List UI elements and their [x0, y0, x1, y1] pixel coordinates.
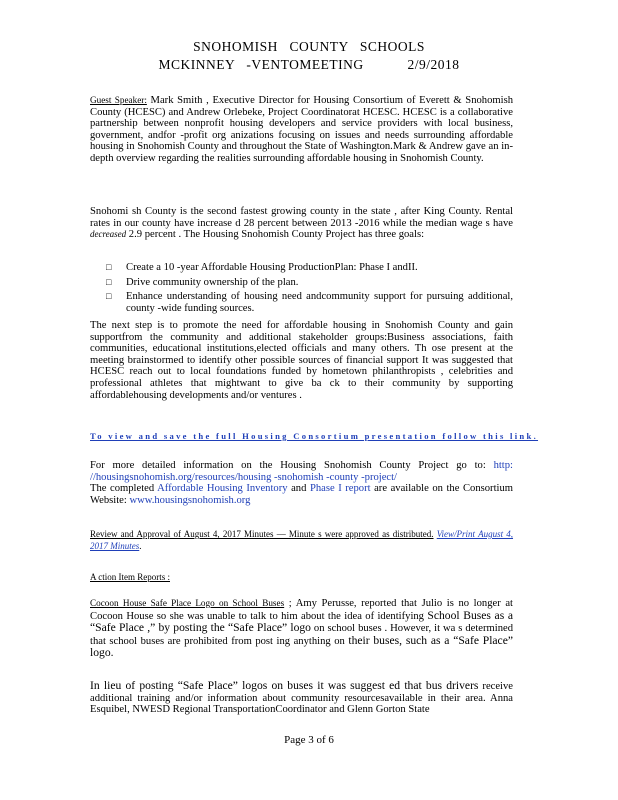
info-text-a: For more detailed information on the Housing Snohomish County Project go to: [90, 460, 494, 471]
goals-list [90, 262, 513, 314]
review-tail: . [139, 540, 142, 551]
goal-item [90, 262, 513, 274]
header-line-2 [0, 57, 618, 73]
meeting-date: 2/9/2018 [407, 57, 460, 72]
goal-item [90, 291, 513, 314]
cocoon-text-d: their buses, such as a “Safe Place” logo. [90, 633, 513, 660]
cocoon-label: Cocoon House Safe Place Logo on School Buses [90, 598, 285, 608]
county-text-a: Snohomi sh County is the second fastest growing county in the state , after King County. Rental rates in our county have increase d 28 percent between 2013 -2016 while the median wage s have [90, 206, 513, 229]
info-text-c: and [287, 483, 310, 495]
page-number: Page 3 of 6 [284, 734, 334, 746]
bullet-icon: □ [106, 276, 112, 287]
consortium-website-link[interactable]: www.housingsnohomish.org [129, 494, 251, 506]
cocoon-paragraph [90, 598, 513, 660]
cocoon-text-a: ; Amy Perusse, reported that Julio is no longer at Cocoon House so she was unable to talk to him about the idea of identifying [90, 598, 513, 622]
lieu-text-a: In lieu of posting “Safe Place” logos on buses it was suggest ed that bus drivers [90, 679, 479, 692]
bullet-icon: □ [106, 291, 112, 302]
goal-text: Drive community ownership of the plan. [126, 276, 299, 288]
view-print-minutes-link[interactable]: View/Print August 4, 2017 Minutes [90, 529, 514, 551]
bullet-icon: □ [106, 262, 112, 272]
info-paragraph [90, 460, 513, 506]
project-url-link[interactable]: http: //housingsnohomish.org/resources/housing -snohomish -county -project/ [90, 460, 513, 483]
lieu-paragraph [90, 680, 513, 716]
guest-speaker-label: Guest Speaker: [90, 95, 147, 105]
goal-item [90, 277, 513, 289]
action-items-heading [90, 572, 513, 584]
action-items-label: A ction Item Reports : [90, 572, 170, 582]
presentation-link[interactable]: To view and save the full Housing Consortium presentation follow this link. [90, 431, 539, 441]
goal-text: Create a 10 -year Affordable Housing ProductionPlan: Phase I andII. [126, 262, 418, 273]
lieu-text-b: receive additional training and/or information about community resourcesavailable in their area. Anna Esquibel, NWESD Regional TransportationCoordinator and Glenn Gorton State [90, 681, 513, 716]
decreased-word: decreased [90, 229, 127, 240]
review-text: Review and Approval of August 4, 2017 Minutes — Minute s were approved as distributed. [90, 529, 434, 539]
info-text-d: are available on the Consortium Website: [90, 483, 513, 506]
cocoon-text-c: on school buses . However, it wa s determined that school buses are prohibited from post ing anything on [90, 623, 513, 647]
district-title: SNOHOMISH COUNTY SCHOOLS [193, 39, 425, 54]
meeting-title: MCKINNEY -VENTOMEETING [158, 57, 364, 72]
info-text-b: The completed [90, 483, 158, 495]
county-text-b: 2.9 percent . The Housing Snohomish County Project has three goals: [126, 229, 425, 241]
inventory-link[interactable]: Affordable Housing Inventory [157, 483, 288, 495]
cocoon-text-b: School Buses as a “Safe Place ,” by posting the “Safe Place” logo [90, 608, 513, 635]
guest-speaker-text: Mark Smith , Executive Director for Housing Consortium of Everett & Snohomish County (HCESC) and Andrew Orlebeke, Project Coordinatorat HCESC. HCESC is a collaborative partnership between nonprofit housing developers and service providers with local business, government, andfor -profit org anizations focusing on issues and needs surrounding affordable housing in Snohomish County and throughout the State of Washington.Mark & Andrew gave an in-depth overview regarding the realities surrounding affordable housing in Snohomish County. [90, 95, 513, 164]
goal-text: Enhance understanding of housing need andcommunity support for pursuing additional, county -wide funding sources. [126, 291, 513, 314]
header-line-1 [0, 39, 618, 55]
review-paragraph [90, 529, 513, 552]
guest-speaker-paragraph [90, 95, 513, 165]
next-step-text: The next step is to promote the need for affordable housing in Snohomish County and gain supportfrom the community and additional stakeholder groups:Business associations, faith communities, educational institutions,elected officials and many others. Th ose present at the meeting brainstormed to identify other possible sources of financial support It was suggested that HCESC reach out to local foundations funded by hometown philanthropists , celebrities and professional athletes that mightwant to give ba ck to their community by supporting affordablehousing developments and/or ventures . [90, 320, 513, 401]
next-step-paragraph [90, 320, 513, 401]
county-paragraph [90, 206, 513, 241]
phase-report-link[interactable]: Phase I report [309, 483, 371, 495]
